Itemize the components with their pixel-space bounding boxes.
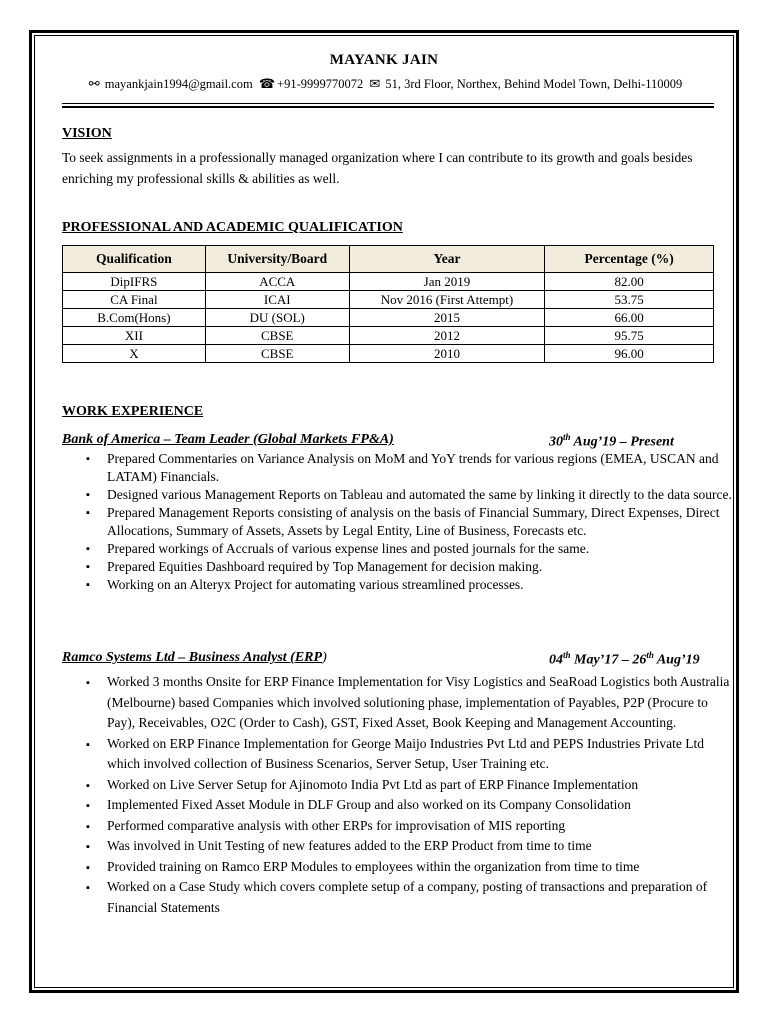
vision-heading: VISION bbox=[62, 126, 112, 141]
table-cell: 96.00 bbox=[545, 345, 714, 363]
list-item: ▪ Performed comparative analysis with other ERPs for improvisation of MIS reporting bbox=[62, 816, 734, 837]
resume-name: MAYANK JAIN bbox=[329, 52, 439, 68]
table-row bbox=[63, 345, 714, 363]
column-header: Year bbox=[349, 246, 545, 273]
table-cell: ACCA bbox=[205, 273, 349, 291]
work-heading: WORK EXPERIENCE bbox=[62, 404, 204, 419]
table-cell: XII bbox=[63, 327, 206, 345]
table-cell: 66.00 bbox=[545, 309, 714, 327]
table-cell: 82.00 bbox=[545, 273, 714, 291]
header-rule-thin bbox=[62, 103, 714, 104]
table-row bbox=[63, 291, 714, 309]
list-item: ▪ Working on an Alteryx Project for automating various streamlined processes. bbox=[62, 576, 734, 594]
globe-icon: ⚯ bbox=[88, 76, 100, 91]
mailbox-icon: ✉ bbox=[369, 76, 381, 91]
job-title-ramco: Ramco Systems Ltd – Business Analyst (ERP) bbox=[62, 650, 327, 665]
table-cell: DipIFRS bbox=[63, 273, 206, 291]
table-cell: B.Com(Hons) bbox=[63, 309, 206, 327]
qualification-table bbox=[62, 245, 714, 363]
table-cell: 2012 bbox=[349, 327, 545, 345]
table-cell: 95.75 bbox=[545, 327, 714, 345]
list-item: ▪ Worked on a Case Study which covers complete setup of a company, posting of transactions and preparation of Financial Statements bbox=[62, 877, 734, 918]
table-row bbox=[63, 273, 714, 291]
vision-text: To seek assignments in a professionally managed organization where I can contribute to its growth and goals besides enriching my professional skills & abilities as well. bbox=[62, 150, 693, 186]
qualification-heading: PROFESSIONAL AND ACADEMIC QUALIFICATION bbox=[62, 220, 403, 235]
list-item: ▪ Prepared Commentaries on Variance Analysis on MoM and YoY trends for various regions (EMEA, USCAN and LATAM) Financials. bbox=[62, 450, 734, 486]
job-dates-ramco: 04th May’17 – 26th Aug’19 bbox=[549, 650, 700, 668]
table-cell: Nov 2016 (First Attempt) bbox=[349, 291, 545, 309]
column-header: Percentage (%) bbox=[545, 246, 714, 273]
table-cell: Jan 2019 bbox=[349, 273, 545, 291]
contact-line bbox=[0, 76, 768, 92]
table-cell: DU (SOL) bbox=[205, 309, 349, 327]
table-row bbox=[63, 327, 714, 345]
job-title-bank-of-america: Bank of America – Team Leader (Global Markets FP&A) bbox=[62, 432, 394, 447]
table-cell: X bbox=[63, 345, 206, 363]
table-cell: 2010 bbox=[349, 345, 545, 363]
table-cell: ICAI bbox=[205, 291, 349, 309]
list-item: ▪ Implemented Fixed Asset Module in DLF Group and also worked on its Company Consolidation bbox=[62, 795, 734, 816]
list-item: ▪ Prepared Management Reports consisting of analysis on the basis of Financial Summary, Direct Expenses, Direct Allocations, Summary of Assets, Assets by Legal Entity, Line of Business, Forecasts etc. bbox=[62, 504, 734, 540]
list-item: ▪ Designed various Management Reports on Tableau and automated the same by linking it directly to the data source. bbox=[62, 486, 734, 504]
list-item: ▪ Provided training on Ramco ERP Modules to employees within the organization from time to time bbox=[62, 857, 734, 878]
table-cell: 2015 bbox=[349, 309, 545, 327]
table-cell: CBSE bbox=[205, 327, 349, 345]
phone-icon: ☎ bbox=[258, 76, 276, 91]
table-cell: CA Final bbox=[63, 291, 206, 309]
list-item: ▪ Was involved in Unit Testing of new features added to the ERP Product from time to time bbox=[62, 836, 734, 857]
address-text: 51, 3rd Floor, Northex, Behind Model Town, Delhi-110009 bbox=[385, 77, 683, 91]
list-item: ▪ Worked on Live Server Setup for Ajinomoto India Pvt Ltd as part of ERP Finance Implementation bbox=[62, 775, 734, 796]
phone-text: +91-9999770072 bbox=[277, 77, 364, 91]
email-text: mayankjain1994@gmail.com bbox=[104, 77, 253, 91]
header-rule-thick bbox=[62, 106, 714, 108]
table-header-row bbox=[63, 246, 714, 273]
table-cell: CBSE bbox=[205, 345, 349, 363]
column-header: Qualification bbox=[63, 246, 206, 273]
table-cell: 53.75 bbox=[545, 291, 714, 309]
job-bullets-bank-of-america bbox=[62, 450, 734, 594]
job-bullets-ramco bbox=[62, 672, 734, 918]
list-item: ▪ Worked 3 months Onsite for ERP Finance Implementation for Visy Logistics and SeaRoad Logistics both Australia (Melbourne) based Companies which involved solutioning phase, implementation of Payables, P2P (Procure to Pay), Receivables, O2C (Order to Cash), GST, Fixed Asset, Book Keeping and Management Accounting. bbox=[62, 672, 734, 734]
list-item: ▪ Prepared Equities Dashboard required by Top Management for decision making. bbox=[62, 558, 734, 576]
job-dates-bank-of-america: 30th Aug’19 – Present bbox=[549, 432, 674, 450]
list-item: ▪ Worked on ERP Finance Implementation for George Maijo Industries Pvt Ltd and PEPS Industries Private Ltd which involved collection of Business Scenarios, Server Setup, User Training etc. bbox=[62, 734, 734, 775]
table-row bbox=[63, 309, 714, 327]
list-item: ▪ Prepared workings of Accruals of various expense lines and posted journals for the same. bbox=[62, 540, 734, 558]
column-header: University/Board bbox=[205, 246, 349, 273]
